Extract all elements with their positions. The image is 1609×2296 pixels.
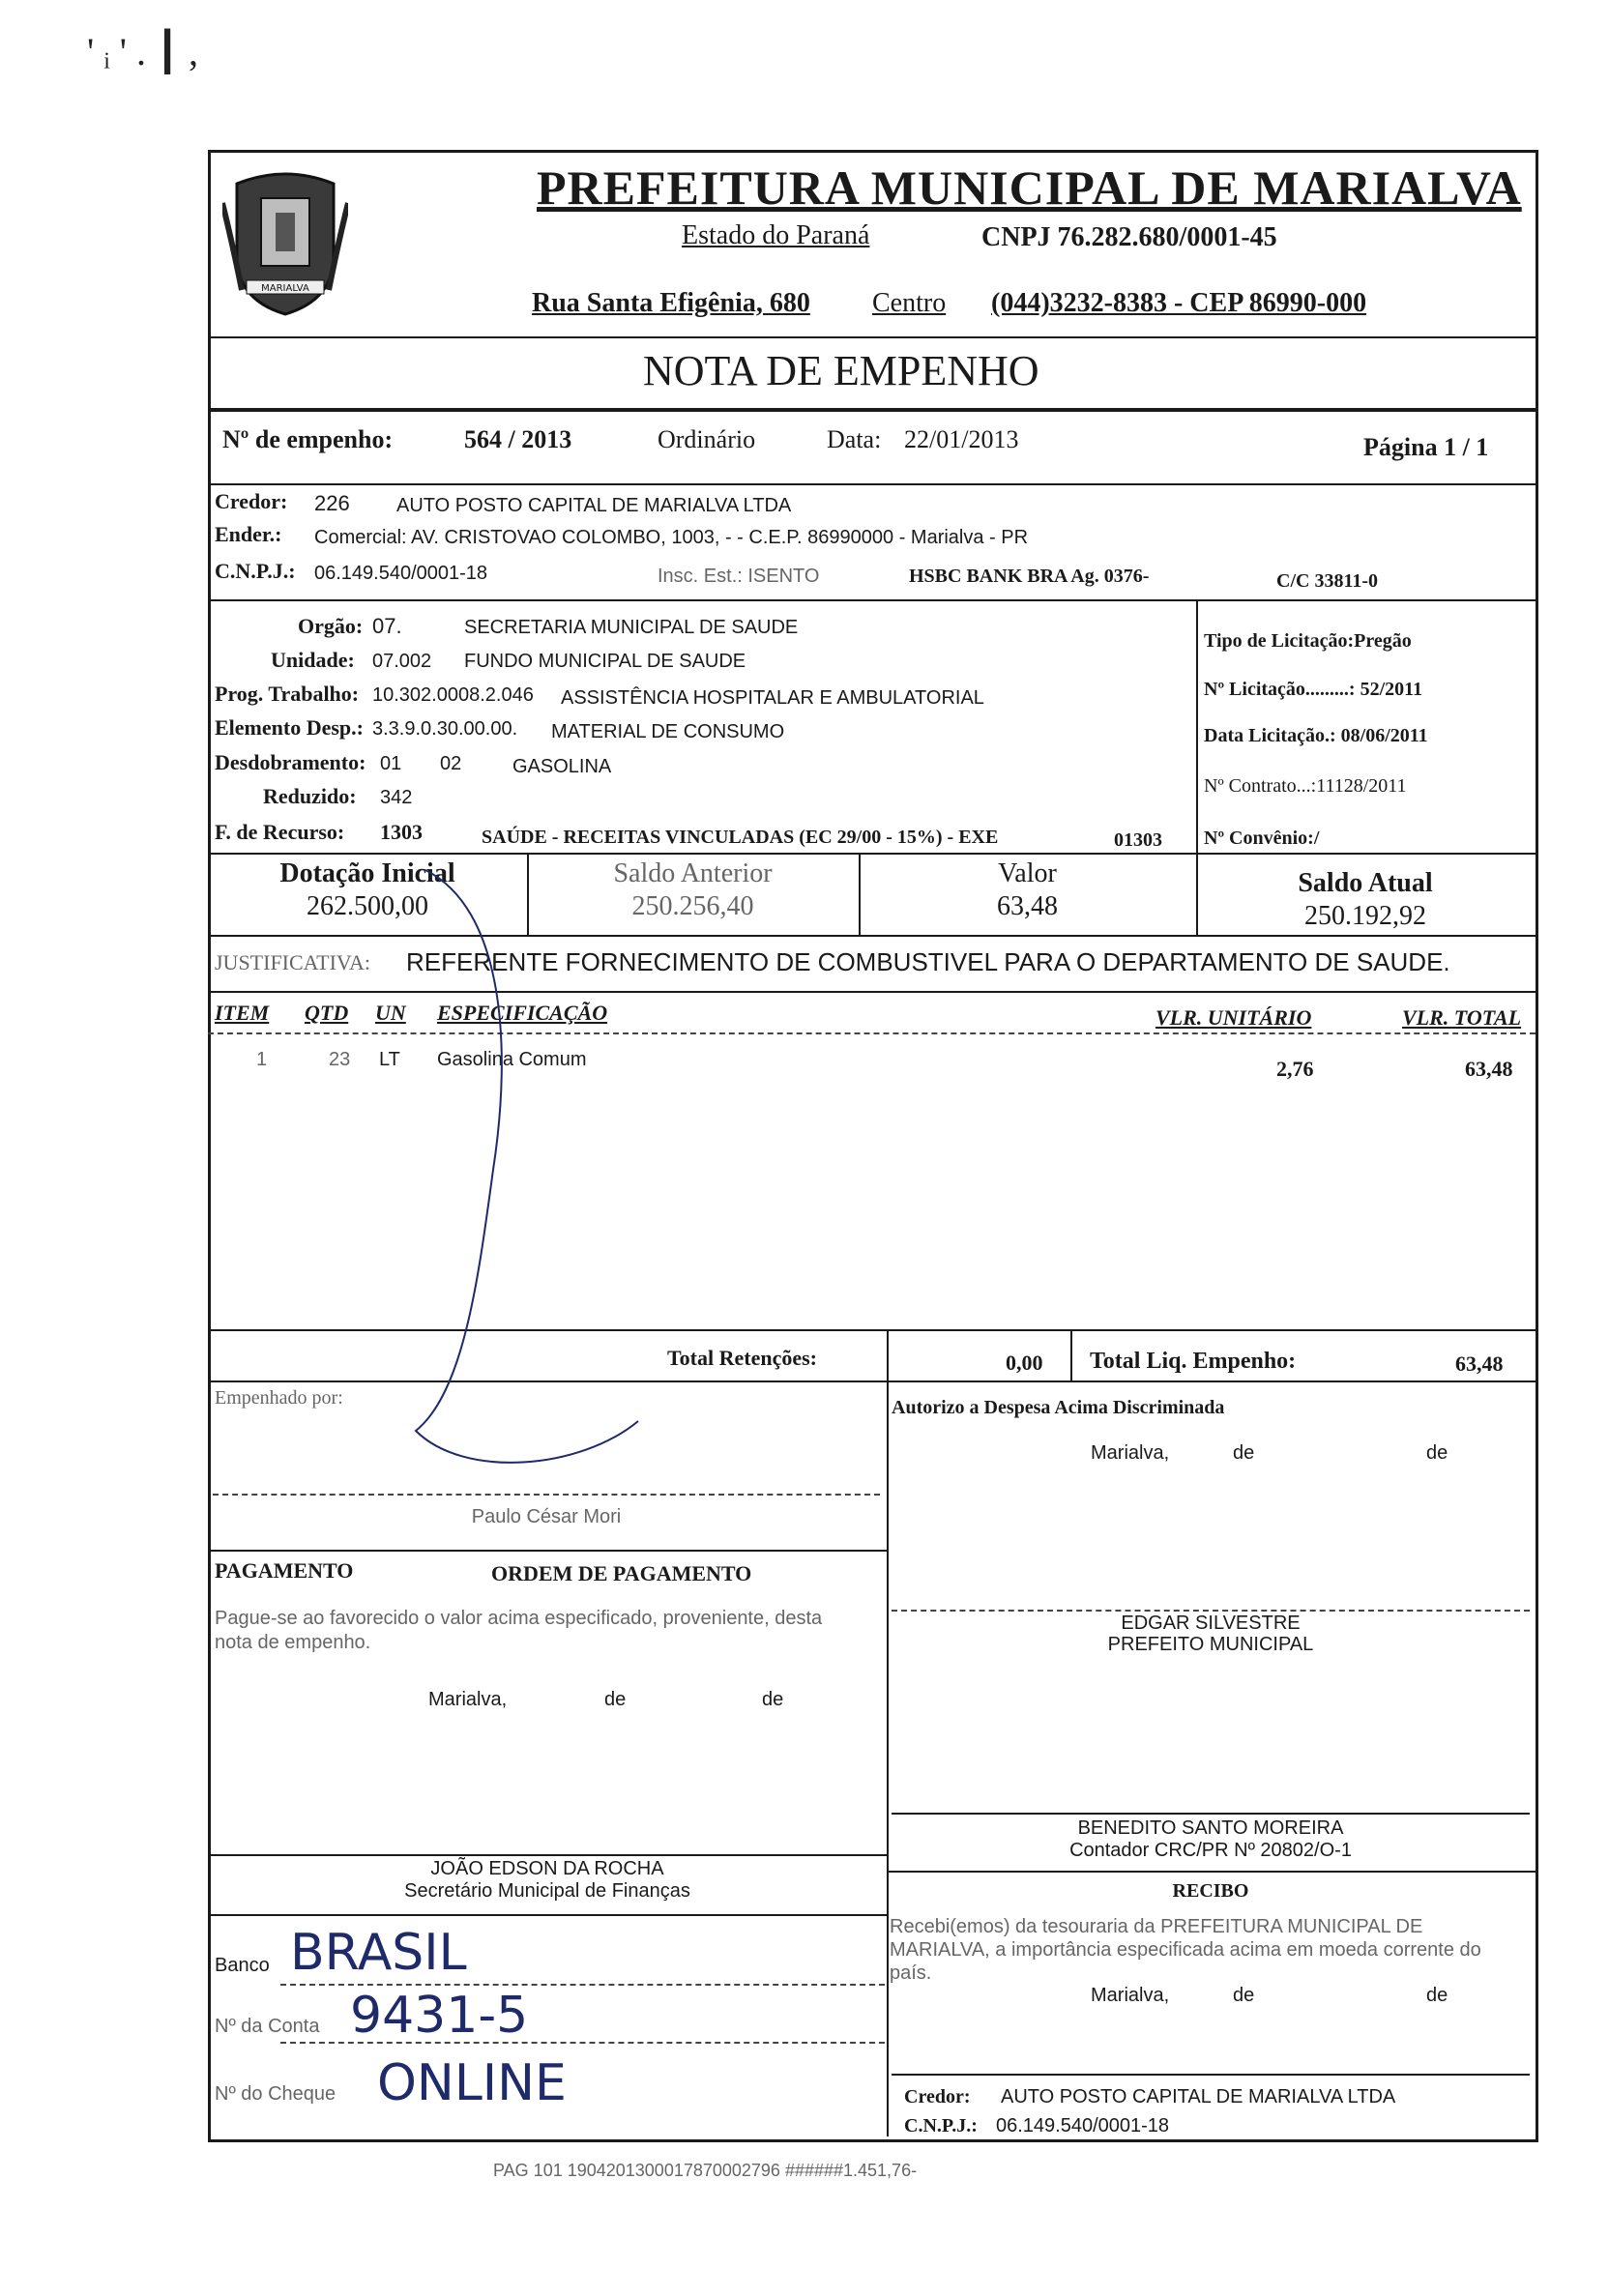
unidade-name: FUNDO MUNICIPAL DE SAUDE bbox=[464, 651, 746, 672]
orgao-name: SECRETARIA MUNICIPAL DE SAUDE bbox=[464, 617, 799, 638]
licitacao-numero: Nº Licitação.........: 52/2011 bbox=[1204, 679, 1423, 700]
prog-name: ASSISTÊNCIA HOSPITALAR E AMBULATORIAL bbox=[561, 687, 984, 709]
empenho-date: 22/01/2013 bbox=[904, 425, 1019, 453]
cheque-value: ONLINE bbox=[377, 2054, 567, 2112]
autorizo-de-1: de bbox=[1233, 1442, 1255, 1464]
ordem-pagamento-label: ORDEM DE PAGAMENTO bbox=[491, 1561, 752, 1585]
credor-account: C/C 33811-0 bbox=[1276, 570, 1378, 592]
header-cnpj: CNPJ 76.282.680/0001-45 bbox=[981, 222, 1277, 252]
prefeito-name: EDGAR SILVESTRE bbox=[1121, 1613, 1301, 1634]
ordem-text-2: nota de empenho. bbox=[215, 1632, 371, 1653]
divider bbox=[208, 408, 1536, 412]
banco-value: BRASIL bbox=[290, 1924, 467, 1982]
reduzido-code: 342 bbox=[380, 787, 413, 808]
municipal-crest-icon bbox=[222, 164, 348, 319]
recibo-city: Marialva, bbox=[1091, 1985, 1170, 2006]
unidade-label: Unidade: bbox=[271, 648, 355, 672]
unidade-code: 07.002 bbox=[372, 651, 432, 672]
divider bbox=[887, 1329, 889, 1382]
conta-value: 9431-5 bbox=[350, 1987, 529, 2045]
recibo-text-3: país. bbox=[890, 1962, 932, 1984]
divider bbox=[280, 1984, 885, 1986]
saldo-atual-label: Saldo Atual bbox=[1298, 868, 1433, 898]
col-item: ITEM bbox=[215, 1001, 270, 1025]
dotacao-inicial-label: Dotação Inicial bbox=[279, 858, 455, 888]
footer-cnpj: 06.149.540/0001-18 bbox=[996, 2115, 1170, 2136]
divider bbox=[280, 2042, 885, 2044]
col-un: UN bbox=[375, 1001, 406, 1025]
liq-label: Total Liq. Empenho: bbox=[1090, 1349, 1297, 1374]
row-total: 63,48 bbox=[1465, 1057, 1513, 1081]
credor-name: AUTO POSTO CAPITAL DE MARIALVA LTDA bbox=[396, 495, 792, 516]
credor-label: Credor: bbox=[215, 489, 288, 513]
document-title: NOTA DE EMPENHO bbox=[643, 347, 1039, 394]
signature-line bbox=[892, 1813, 1530, 1815]
divider bbox=[1196, 599, 1198, 856]
orgao-code: 07. bbox=[372, 614, 402, 638]
ordem-city: Marialva, bbox=[428, 1689, 508, 1710]
retencoes-label: Total Retenções: bbox=[667, 1346, 817, 1370]
credor-address: Comercial: AV. CRISTOVAO COLOMBO, 1003, - - C.E.P. 86990000 - Marialva - PR bbox=[314, 527, 1029, 548]
col-spec: ESPECIFICAÇÃO bbox=[437, 1001, 608, 1025]
recibo-text-2: MARIALVA, a importância especificada acima em moeda corrente do bbox=[890, 1939, 1481, 1961]
divider bbox=[208, 1914, 887, 1916]
empenhado-label: Empenhado por: bbox=[215, 1387, 343, 1409]
saldo-atual-value: 250.192,92 bbox=[1304, 901, 1426, 931]
elem-label: Elemento Desp.: bbox=[215, 715, 364, 740]
fonte-code-right: 01303 bbox=[1114, 829, 1162, 851]
credor-bank: HSBC BANK BRA Ag. 0376- bbox=[909, 566, 1150, 587]
svg-text:MARIALVA: MARIALVA bbox=[261, 283, 309, 294]
divider bbox=[208, 1550, 887, 1552]
divider bbox=[1070, 1329, 1072, 1382]
autorizo-city: Marialva, bbox=[1091, 1442, 1170, 1464]
fonte-label: F. de Recurso: bbox=[215, 820, 345, 844]
recibo-de-2: de bbox=[1426, 1985, 1448, 2006]
prog-label: Prog. Trabalho: bbox=[215, 682, 360, 706]
recibo-text-1: Recebi(emos) da tesouraria da PREFEITURA MUNICIPAL DE bbox=[890, 1916, 1423, 1937]
col-total: VLR. TOTAL bbox=[1402, 1005, 1522, 1030]
orgao-label: Orgão: bbox=[298, 614, 364, 638]
banco-label: Banco bbox=[215, 1955, 270, 1976]
conta-label: Nº da Conta bbox=[215, 2016, 320, 2037]
retencoes-value: 0,00 bbox=[1006, 1351, 1043, 1375]
row-qtd: 23 bbox=[329, 1049, 351, 1070]
scan-marks: ' ᵢ ' . ┃ , bbox=[87, 30, 199, 73]
credor-insc: Insc. Est.: ISENTO bbox=[658, 566, 820, 587]
footer-bank-code: PAG 101 1904201300017870002796 ######1.451,76- bbox=[493, 2161, 918, 2180]
prefeito-title: PREFEITO MUNICIPAL bbox=[1107, 1634, 1314, 1655]
liq-value: 63,48 bbox=[1455, 1351, 1504, 1376]
empenho-number: 564 / 2013 bbox=[464, 425, 572, 453]
pagamento-label: PAGAMENTO bbox=[215, 1558, 354, 1583]
autorizo-text: Autorizo a Despesa Acima Discriminada bbox=[892, 1397, 1225, 1418]
row-spec: Gasolina Comum bbox=[437, 1049, 587, 1070]
page-number: Página 1 / 1 bbox=[1363, 433, 1489, 461]
autorizo-de-2: de bbox=[1426, 1442, 1448, 1464]
elem-code: 3.3.9.0.30.00.00. bbox=[372, 718, 518, 740]
signature-line bbox=[892, 1610, 1530, 1612]
header-district: Centro bbox=[872, 288, 947, 318]
empenho-number-label: Nº de empenho: bbox=[222, 425, 394, 453]
cheque-label: Nº do Cheque bbox=[215, 2083, 336, 2105]
justificativa-label: JUSTIFICATIVA: bbox=[215, 950, 370, 974]
handwritten-signature-stroke bbox=[387, 851, 696, 1479]
header-phone-cep: (044)3232-8383 - CEP 86990-000 bbox=[991, 288, 1367, 318]
licitacao-data: Data Licitação.: 08/06/2011 bbox=[1204, 725, 1428, 746]
divider bbox=[208, 336, 1536, 338]
prog-code: 10.302.0008.2.046 bbox=[372, 684, 534, 706]
desdob-label: Desdobramento: bbox=[215, 750, 366, 774]
row-unit: 2,76 bbox=[1276, 1057, 1314, 1081]
recibo-label: RECIBO bbox=[1172, 1880, 1249, 1902]
secretario-title: Secretário Municipal de Finanças bbox=[404, 1880, 690, 1902]
divider bbox=[208, 599, 1536, 601]
footer-credor-name: AUTO POSTO CAPITAL DE MARIALVA LTDA bbox=[1001, 2086, 1396, 2107]
footer-credor-label: Credor: bbox=[904, 2086, 971, 2107]
row-un: LT bbox=[379, 1049, 400, 1070]
signature-line bbox=[213, 1494, 880, 1496]
header-title: PREFEITURA MUNICIPAL DE MARIALVA bbox=[537, 160, 1522, 215]
header-address: Rua Santa Efigênia, 680 bbox=[532, 288, 810, 318]
empenho-date-label: Data: bbox=[827, 425, 882, 453]
signature-line bbox=[208, 1854, 887, 1856]
col-qtd: QTD bbox=[305, 1001, 349, 1025]
credor-cnpj: 06.149.540/0001-18 bbox=[314, 563, 488, 584]
ender-label: Ender.: bbox=[215, 522, 282, 546]
licitacao-contrato: Nº Contrato...:11128/2011 bbox=[1204, 775, 1407, 797]
valor-value: 63,48 bbox=[997, 891, 1058, 921]
fonte-code: 1303 bbox=[380, 820, 423, 844]
empenhado-name: Paulo César Mori bbox=[471, 1506, 622, 1527]
reduzido-label: Reduzido: bbox=[263, 784, 357, 808]
desdob-b: 02 bbox=[440, 753, 462, 774]
saldo-anterior-value: 250.256,40 bbox=[631, 891, 754, 921]
desdob-a: 01 bbox=[380, 753, 402, 774]
credor-code: 226 bbox=[314, 491, 350, 515]
divider bbox=[887, 1381, 889, 2136]
licitacao-convenio: Nº Convênio:/ bbox=[1204, 828, 1320, 849]
divider bbox=[887, 1871, 1536, 1873]
secretario-name: JOÃO EDSON DA ROCHA bbox=[430, 1858, 664, 1879]
divider bbox=[892, 2074, 1530, 2076]
dotacao-inicial-value: 262.500,00 bbox=[307, 891, 428, 921]
ordem-text-1: Pague-se ao favorecido o valor acima especificado, proveniente, desta bbox=[215, 1608, 823, 1629]
contador-title: Contador CRC/PR Nº 20802/O-1 bbox=[1069, 1840, 1352, 1861]
justificativa-text: REFERENTE FORNECIMENTO DE COMBUSTIVEL PARA O DEPARTAMENTO DE SAUDE. bbox=[406, 947, 1450, 976]
elem-name: MATERIAL DE CONSUMO bbox=[551, 721, 785, 742]
header-state: Estado do Paraná bbox=[682, 220, 870, 250]
valor-label: Valor bbox=[998, 858, 1057, 888]
contador-name: BENEDITO SANTO MOREIRA bbox=[1077, 1817, 1344, 1839]
col-unit: VLR. UNITÁRIO bbox=[1156, 1005, 1312, 1030]
licitacao-tipo: Tipo de Licitação:Pregão bbox=[1204, 630, 1412, 652]
ordem-de-1: de bbox=[604, 1689, 627, 1710]
fonte-name: SAÚDE - RECEITAS VINCULADAS (EC 29/00 - 15%) - EXE bbox=[482, 827, 999, 848]
footer-cnpj-label: C.N.P.J.: bbox=[904, 2115, 978, 2136]
row-item: 1 bbox=[256, 1049, 268, 1070]
desdob-name: GASOLINA bbox=[512, 756, 612, 777]
ordem-de-2: de bbox=[762, 1689, 784, 1710]
cnpj-label: C.N.P.J.: bbox=[215, 559, 296, 583]
recibo-de-1: de bbox=[1233, 1985, 1255, 2006]
empenho-type: Ordinário bbox=[658, 425, 756, 453]
saldo-anterior-label: Saldo Anterior bbox=[613, 858, 773, 888]
divider bbox=[208, 483, 1536, 485]
